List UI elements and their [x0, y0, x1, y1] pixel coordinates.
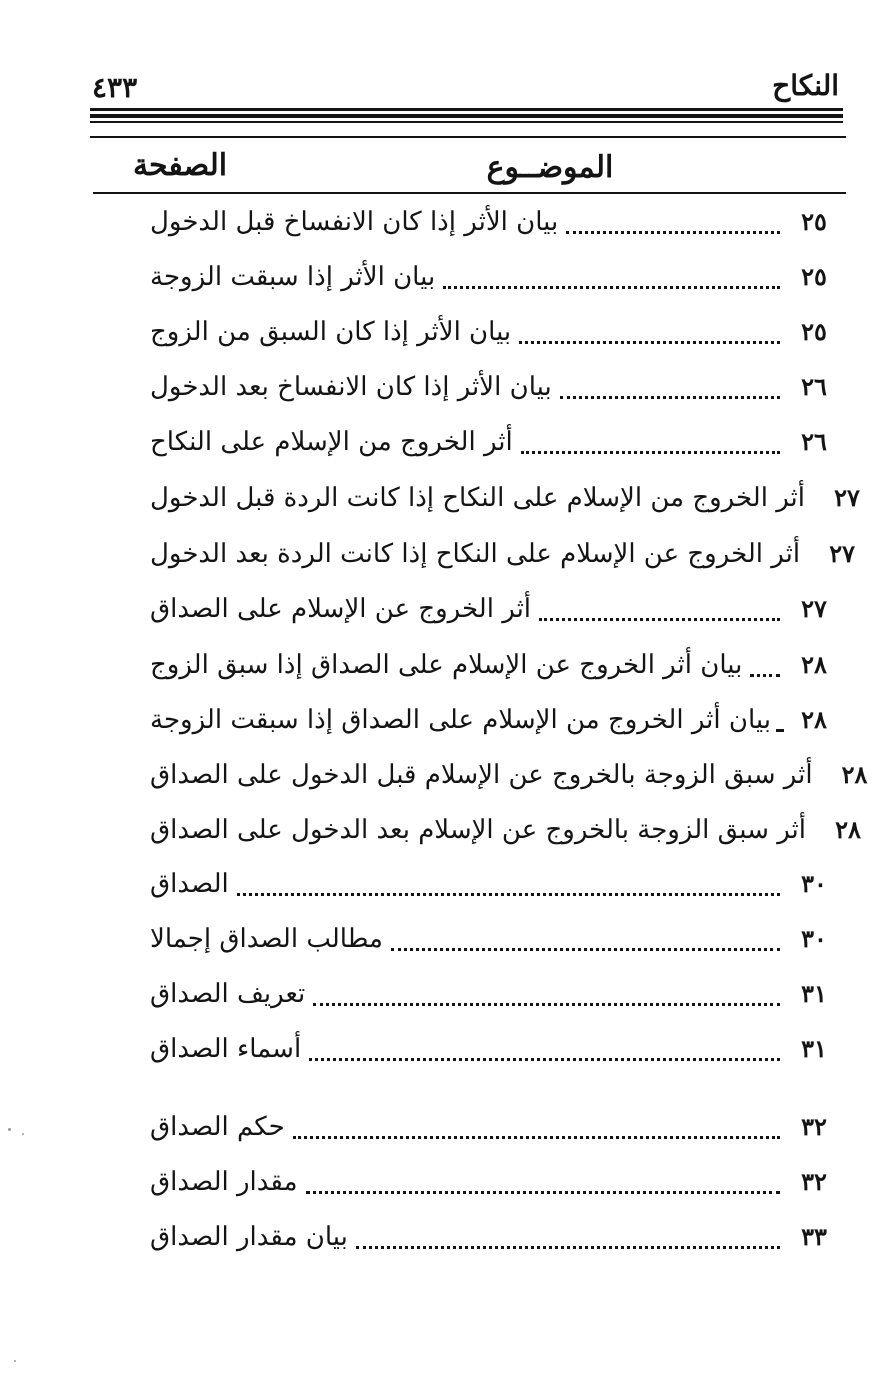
toc-entry-title: أثر الخروج عن الإسلام على النكاح إذا كانت الردة بعد الدخول [150, 539, 801, 569]
toc-entry [150, 255, 840, 299]
toc-entry-title: الصداق [150, 869, 229, 899]
dot-leader [566, 231, 780, 234]
toc-entry-page: ٢٨ [835, 815, 861, 844]
toc-entry-title: بيان مقدار الصداق [150, 1222, 348, 1252]
toc-entry [150, 972, 840, 1016]
toc-entry-title: بيان أثر الخروج عن الإسلام على الصداق إذا سبق الزوج [150, 650, 743, 680]
toc-entry [150, 476, 860, 520]
toc-entry [150, 808, 861, 852]
toc-entry [150, 1027, 840, 1071]
scan-speck [22, 1133, 24, 1135]
dot-leader [519, 341, 780, 344]
toc-entry-page: ٢٦ [801, 427, 827, 456]
toc-entry-title: مطالب الصداق إجمالا [150, 924, 383, 954]
dot-leader [560, 396, 780, 399]
toc-entry-title: بيان الأثر إذا كان الانفساخ قبل الدخول [150, 207, 559, 237]
toc-entry-page: ٢٨ [801, 705, 827, 734]
dot-leader [306, 1191, 780, 1194]
toc-entry-page: ٣٠ [801, 924, 827, 953]
toc-entry [150, 917, 840, 961]
dot-leader [750, 674, 780, 677]
dot-leader [779, 729, 780, 732]
header-rule-bottom [90, 121, 843, 123]
dot-leader [521, 451, 780, 454]
dot-leader [539, 618, 780, 621]
toc-entry-page: ٣٢ [801, 1112, 827, 1141]
toc-entry-page: ٢٧ [834, 483, 860, 512]
toc-entry-title: تعريف الصداق [150, 979, 306, 1009]
toc-entry [150, 420, 840, 464]
toc-entry-page: ٣٠ [801, 869, 827, 898]
toc-entry-title: حكم الصداق [150, 1112, 285, 1142]
toc-entry-title: أثر سبق الزوجة بالخروج عن الإسلام بعد الدخول على الصداق [150, 815, 807, 845]
toc-entry-page: ٢٦ [801, 372, 827, 401]
toc-entry [150, 698, 840, 742]
header-rule-thick [90, 114, 843, 118]
dot-leader [391, 948, 780, 951]
toc-entry [150, 862, 840, 906]
toc-entry [150, 1215, 840, 1259]
dot-leader [313, 1003, 780, 1006]
toc-entry-page: ٣٢ [801, 1167, 827, 1196]
toc-entry-title: بيان الأثر إذا كان السبق من الزوج [150, 317, 512, 347]
toc-entry-title: أثر الخروج من الإسلام على النكاح [150, 427, 513, 457]
table-head-rule-bottom [93, 192, 846, 194]
running-title: النكاح [772, 69, 839, 102]
scan-speck [14, 1360, 16, 1362]
toc-entry-title: بيان الأثر إذا سبقت الزوجة [150, 262, 436, 292]
toc-entry-title: أثر الخروج عن الإسلام على الصداق [150, 594, 532, 624]
toc-entry-title: أثر الخروج من الإسلام على النكاح إذا كانت الردة قبل الدخول [150, 483, 806, 513]
toc-entry-page: ٣١ [801, 979, 827, 1008]
dot-leader [293, 1136, 780, 1139]
toc-entry-title: بيان الأثر إذا كان الانفساخ بعد الدخول [150, 372, 552, 402]
toc-entry-page: ٣١ [801, 1034, 827, 1063]
header-rule-top [90, 108, 843, 111]
toc-entry [150, 532, 855, 576]
toc-entry-title: مقدار الصداق [150, 1167, 298, 1197]
toc-entry-page: ٢٨ [801, 650, 827, 679]
column-heading-page: الصفحة [132, 148, 228, 183]
scan-speck [8, 1128, 11, 1131]
dot-leader [356, 1246, 780, 1249]
toc-entry-page: ٢٨ [841, 760, 868, 789]
toc-entry [150, 643, 840, 687]
toc-entry-page: ٢٧ [801, 594, 827, 623]
toc-entry [150, 753, 868, 797]
toc-entry [150, 1160, 840, 1204]
dot-leader [443, 286, 780, 289]
toc-entry [150, 365, 840, 409]
toc-entry-title: أسماء الصداق [150, 1034, 302, 1064]
column-heading-topic: الموضــوع [486, 150, 614, 185]
page-number: ٤٣٣ [92, 71, 138, 104]
toc-entry-page: ٢٥ [801, 317, 827, 346]
toc-entry-page: ٢٥ [801, 262, 827, 291]
toc-entry [150, 587, 840, 631]
toc-entry-title: أثر سبق الزوجة بالخروج عن الإسلام قبل الدخول على الصداق [150, 760, 813, 790]
toc-entry-title: بيان أثر الخروج من الإسلام على الصداق إذا سبقت الزوجة [150, 705, 771, 735]
toc-entry [150, 310, 840, 354]
toc-entry [150, 200, 840, 244]
table-head-rule-top [90, 136, 846, 138]
toc-entry [150, 1105, 840, 1149]
dot-leader [237, 893, 780, 896]
dot-leader [309, 1058, 780, 1061]
toc-entry-page: ٢٧ [829, 539, 855, 568]
toc-entry-page: ٢٥ [801, 207, 827, 236]
toc-entry-page: ٣٣ [801, 1222, 827, 1251]
